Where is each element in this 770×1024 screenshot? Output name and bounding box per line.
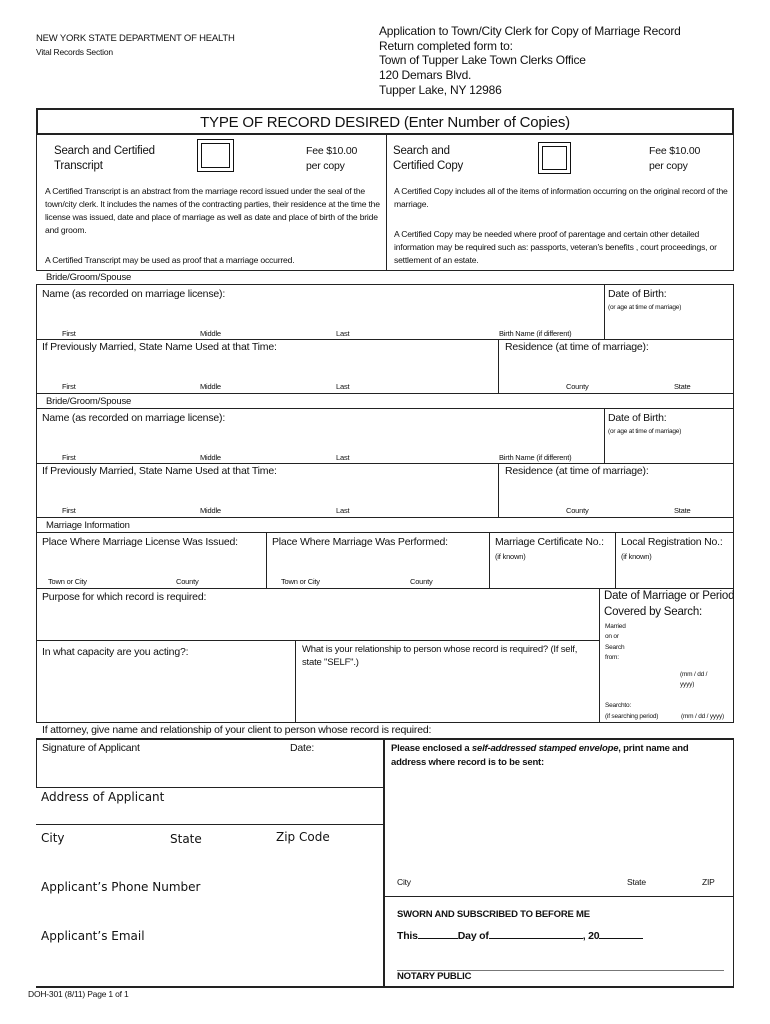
spouse1-last-caption: Last	[336, 329, 350, 338]
return-city: Tupper Lake, NY 12986	[379, 83, 502, 97]
spouse2-last-caption: Last	[336, 453, 350, 462]
department-name: NEW YORK STATE DEPARTMENT OF HEALTH	[36, 33, 235, 44]
return-street: 120 Demars Blvd.	[379, 68, 472, 82]
record-type-title: TYPE OF RECORD DESIRED (Enter Number of Copies)	[200, 114, 570, 131]
record-section-top-border	[36, 108, 734, 110]
spouse2-left-border	[36, 393, 37, 518]
envelope-right-border	[733, 739, 734, 987]
if-searching-caption: (if searching period)	[605, 713, 659, 720]
spouse2-name-label: Name (as recorded on marriage license):	[42, 412, 226, 424]
form-number: DOH-301 (8/11) Page 1 of 1	[28, 989, 129, 999]
performed-place-label: Place Where Marriage Was Performed:	[272, 536, 448, 548]
license-place-label: Place Where Marriage License Was Issued:	[42, 536, 238, 548]
transcript-note: A Certified Transcript may be used as proof that a marriage occurred.	[45, 255, 295, 265]
transcript-label-line2: Transcript	[54, 160, 103, 172]
married-caption: Married	[605, 623, 626, 630]
spouse1-name-line	[36, 339, 734, 340]
record-right-border	[733, 134, 734, 270]
day-blank[interactable]	[418, 929, 458, 939]
copy-fee-unit: per copy	[649, 160, 688, 172]
spouse2-residence-divider	[498, 463, 499, 518]
spouse2-middle-caption: Middle	[200, 453, 221, 462]
purpose-right-border	[733, 588, 734, 723]
spouse1-residence-divider	[498, 339, 499, 394]
envelope-instruction-line2: address where record is to be sent:	[391, 757, 544, 768]
license-county-caption: County	[176, 577, 199, 586]
transcript-description: A Certified Transcript is an abstract from the marriage record issued under the seal of the town/city clerk. It includes the names of the contracting parties, their residence at the time the license was issued, date and place of marriage as well as date and place of birth of the bride and groom.	[45, 186, 380, 235]
spouse2-bottom-line	[36, 517, 734, 518]
marriage-header-line	[36, 532, 734, 533]
spouse1-section-title: Bride/Groom/Spouse	[46, 272, 132, 283]
copy-description: A Certified Copy includes all of the items of information occurring on the original record of the marriage.	[394, 186, 728, 209]
form-bottom-border	[36, 986, 734, 988]
spouse2-header-line	[36, 408, 734, 409]
certificate-if-known: (if known)	[495, 552, 526, 561]
sworn-statement: SWORN AND SUBSCRIBED TO BEFORE ME	[397, 909, 590, 920]
record-title-divider	[36, 133, 734, 135]
spouse2-dob-label: Date of Birth:	[608, 412, 667, 424]
attorney-label: If attorney, give name and relationship of your client to person whose record is required:	[42, 724, 432, 736]
applicant-column-divider	[383, 739, 385, 987]
envelope-zip-caption: ZIP	[702, 877, 715, 887]
spouse2-prev-middle-caption: Middle	[200, 506, 221, 515]
spouse2-previous-name-label: If Previously Married, State Name Used at that Time:	[42, 465, 277, 477]
phone-label: Applicant’s Phone Number	[41, 880, 201, 894]
return-office: Town of Tupper Lake Town Clerks Office	[379, 53, 586, 67]
copy-note: A Certified Copy may be needed where proof of parentage and certain other detailed information may be required such as: passports, veteran's benefits , court proceedings, or settlement of an estate.	[394, 229, 717, 265]
section-name: Vital Records Section	[36, 47, 113, 57]
transcript-fee-unit: per copy	[306, 160, 345, 172]
marriage-divider-1	[266, 532, 267, 589]
spouse1-state-caption: State	[674, 382, 691, 391]
purpose-bottom-line	[36, 640, 600, 641]
spouse1-county-caption: County	[566, 382, 589, 391]
spouse2-birthname-caption: Birth Name (if different)	[499, 453, 572, 462]
certificate-number-label: Marriage Certificate No.:	[495, 536, 604, 548]
date-column-divider	[599, 588, 600, 723]
marriage-left-border	[36, 517, 37, 589]
spouse1-middle-caption: Middle	[200, 329, 221, 338]
date-format-1: (mm / dd /	[680, 671, 708, 678]
marriage-bottom-line	[36, 588, 734, 589]
address-label: Address of Applicant	[41, 790, 165, 804]
registration-number-label: Local Registration No.:	[621, 536, 723, 548]
spouse1-header-line	[36, 284, 734, 285]
year-label: , 20	[582, 930, 600, 942]
relationship-label-1: What is your relationship to person whose record is required? (If self,	[302, 644, 578, 655]
spouse2-dob-divider	[604, 408, 605, 463]
spouse1-previous-name-label: If Previously Married, State Name Used at that Time:	[42, 341, 277, 353]
envelope-emphasis: self-addressed stamped envelope	[471, 743, 619, 754]
notary-public-label: NOTARY PUBLIC	[397, 971, 472, 982]
marriage-divider-3	[615, 532, 616, 589]
signature-label: Signature of Applicant	[42, 742, 140, 754]
marriage-right-border	[733, 517, 734, 589]
record-left-border	[36, 134, 37, 270]
spouse2-prev-last-caption: Last	[336, 506, 350, 515]
day-of-label: Day of	[457, 930, 489, 942]
month-blank[interactable]	[489, 929, 583, 939]
marriage-section-title: Marriage Information	[46, 520, 130, 531]
spouse1-prev-last-caption: Last	[336, 382, 350, 391]
copy-copies-input[interactable]	[538, 142, 571, 174]
spouse2-first-caption: First	[62, 453, 76, 462]
this-label: This	[397, 930, 418, 942]
spouse1-bottom-line	[36, 393, 734, 394]
signature-bottom-line	[36, 787, 384, 788]
date-period-label-1: Date of Marriage or Period	[604, 590, 735, 602]
zip-code-label: Zip Code	[276, 830, 330, 844]
transcript-label-line1: Search and Certified	[54, 145, 155, 157]
transcript-copies-input[interactable]	[197, 139, 234, 172]
spouse2-dob-note: (or age at time of marriage)	[608, 428, 682, 435]
search-to-caption: Searchto:	[605, 702, 632, 709]
spouse2-prev-first-caption: First	[62, 506, 76, 515]
purpose-label: Purpose for which record is required:	[42, 591, 207, 603]
purpose-section-bottom-line	[36, 722, 734, 723]
address-bottom-line	[36, 824, 384, 825]
record-middle-divider	[386, 134, 387, 270]
envelope-instruction-line1	[391, 743, 688, 754]
signature-date-label: Date:	[290, 742, 315, 754]
spouse1-prev-first-caption: First	[62, 382, 76, 391]
copy-fee: Fee $10.00	[649, 145, 701, 157]
date-format-2: yyyy)	[680, 681, 695, 688]
state-label: State	[170, 832, 202, 846]
email-label: Applicant’s Email	[41, 929, 145, 943]
spouse1-name-label: Name (as recorded on marriage license):	[42, 288, 226, 300]
transcript-fee: Fee $10.00	[306, 145, 358, 157]
relationship-label-2: state "SELF".)	[302, 657, 359, 668]
search-caption: Search	[605, 644, 625, 651]
signature-left-border	[36, 739, 37, 788]
spouse2-name-line	[36, 463, 734, 464]
copy-label-line2: Certified Copy	[393, 160, 464, 172]
spouse1-dob-label: Date of Birth:	[608, 288, 667, 300]
on-or-caption: on or	[605, 633, 619, 640]
performed-county-caption: County	[410, 577, 433, 586]
city-label: City	[41, 831, 65, 845]
spouse1-birthname-caption: Birth Name (if different)	[499, 329, 572, 338]
marriage-divider-2	[489, 532, 490, 589]
copy-label-line1: Search and	[393, 145, 450, 157]
spouse2-section-title: Bride/Groom/Spouse	[46, 396, 132, 407]
capacity-label: In what capacity are you acting?:	[42, 646, 189, 658]
spouse2-county-caption: County	[566, 506, 589, 515]
envelope-state-caption: State	[627, 877, 646, 887]
year-blank[interactable]	[599, 929, 643, 939]
spouse1-top-line	[36, 270, 734, 271]
application-title: Application to Town/City Clerk for Copy of Marriage Record	[379, 24, 681, 38]
date-format-3: (mm / dd / yyyy)	[681, 713, 725, 720]
performed-town-caption: Town or City	[281, 577, 320, 586]
notary-date-line	[397, 929, 643, 942]
spouse2-residence-label: Residence (at time of marriage):	[505, 465, 649, 477]
registration-if-known: (if known)	[621, 552, 652, 561]
relationship-divider	[295, 640, 296, 723]
spouse1-residence-label: Residence (at time of marriage):	[505, 341, 649, 353]
spouse2-state-caption: State	[674, 506, 691, 515]
envelope-suffix: , print name and	[618, 743, 689, 754]
return-instruction: Return completed form to:	[379, 39, 513, 53]
attorney-bottom-line	[36, 738, 734, 740]
spouse1-dob-note: (or age at time of marriage)	[608, 304, 682, 311]
envelope-city-caption: City	[397, 877, 411, 887]
spouse2-right-border	[733, 393, 734, 518]
envelope-prefix: Please enclosed a	[391, 743, 472, 754]
from-caption: from:	[605, 654, 619, 661]
spouse1-first-caption: First	[62, 329, 76, 338]
license-town-caption: Town or City	[48, 577, 87, 586]
spouse1-dob-divider	[604, 284, 605, 339]
envelope-bottom-line	[384, 896, 734, 897]
date-period-label-2: Covered by Search:	[604, 606, 703, 618]
purpose-left-border	[36, 588, 37, 723]
spouse1-prev-middle-caption: Middle	[200, 382, 221, 391]
